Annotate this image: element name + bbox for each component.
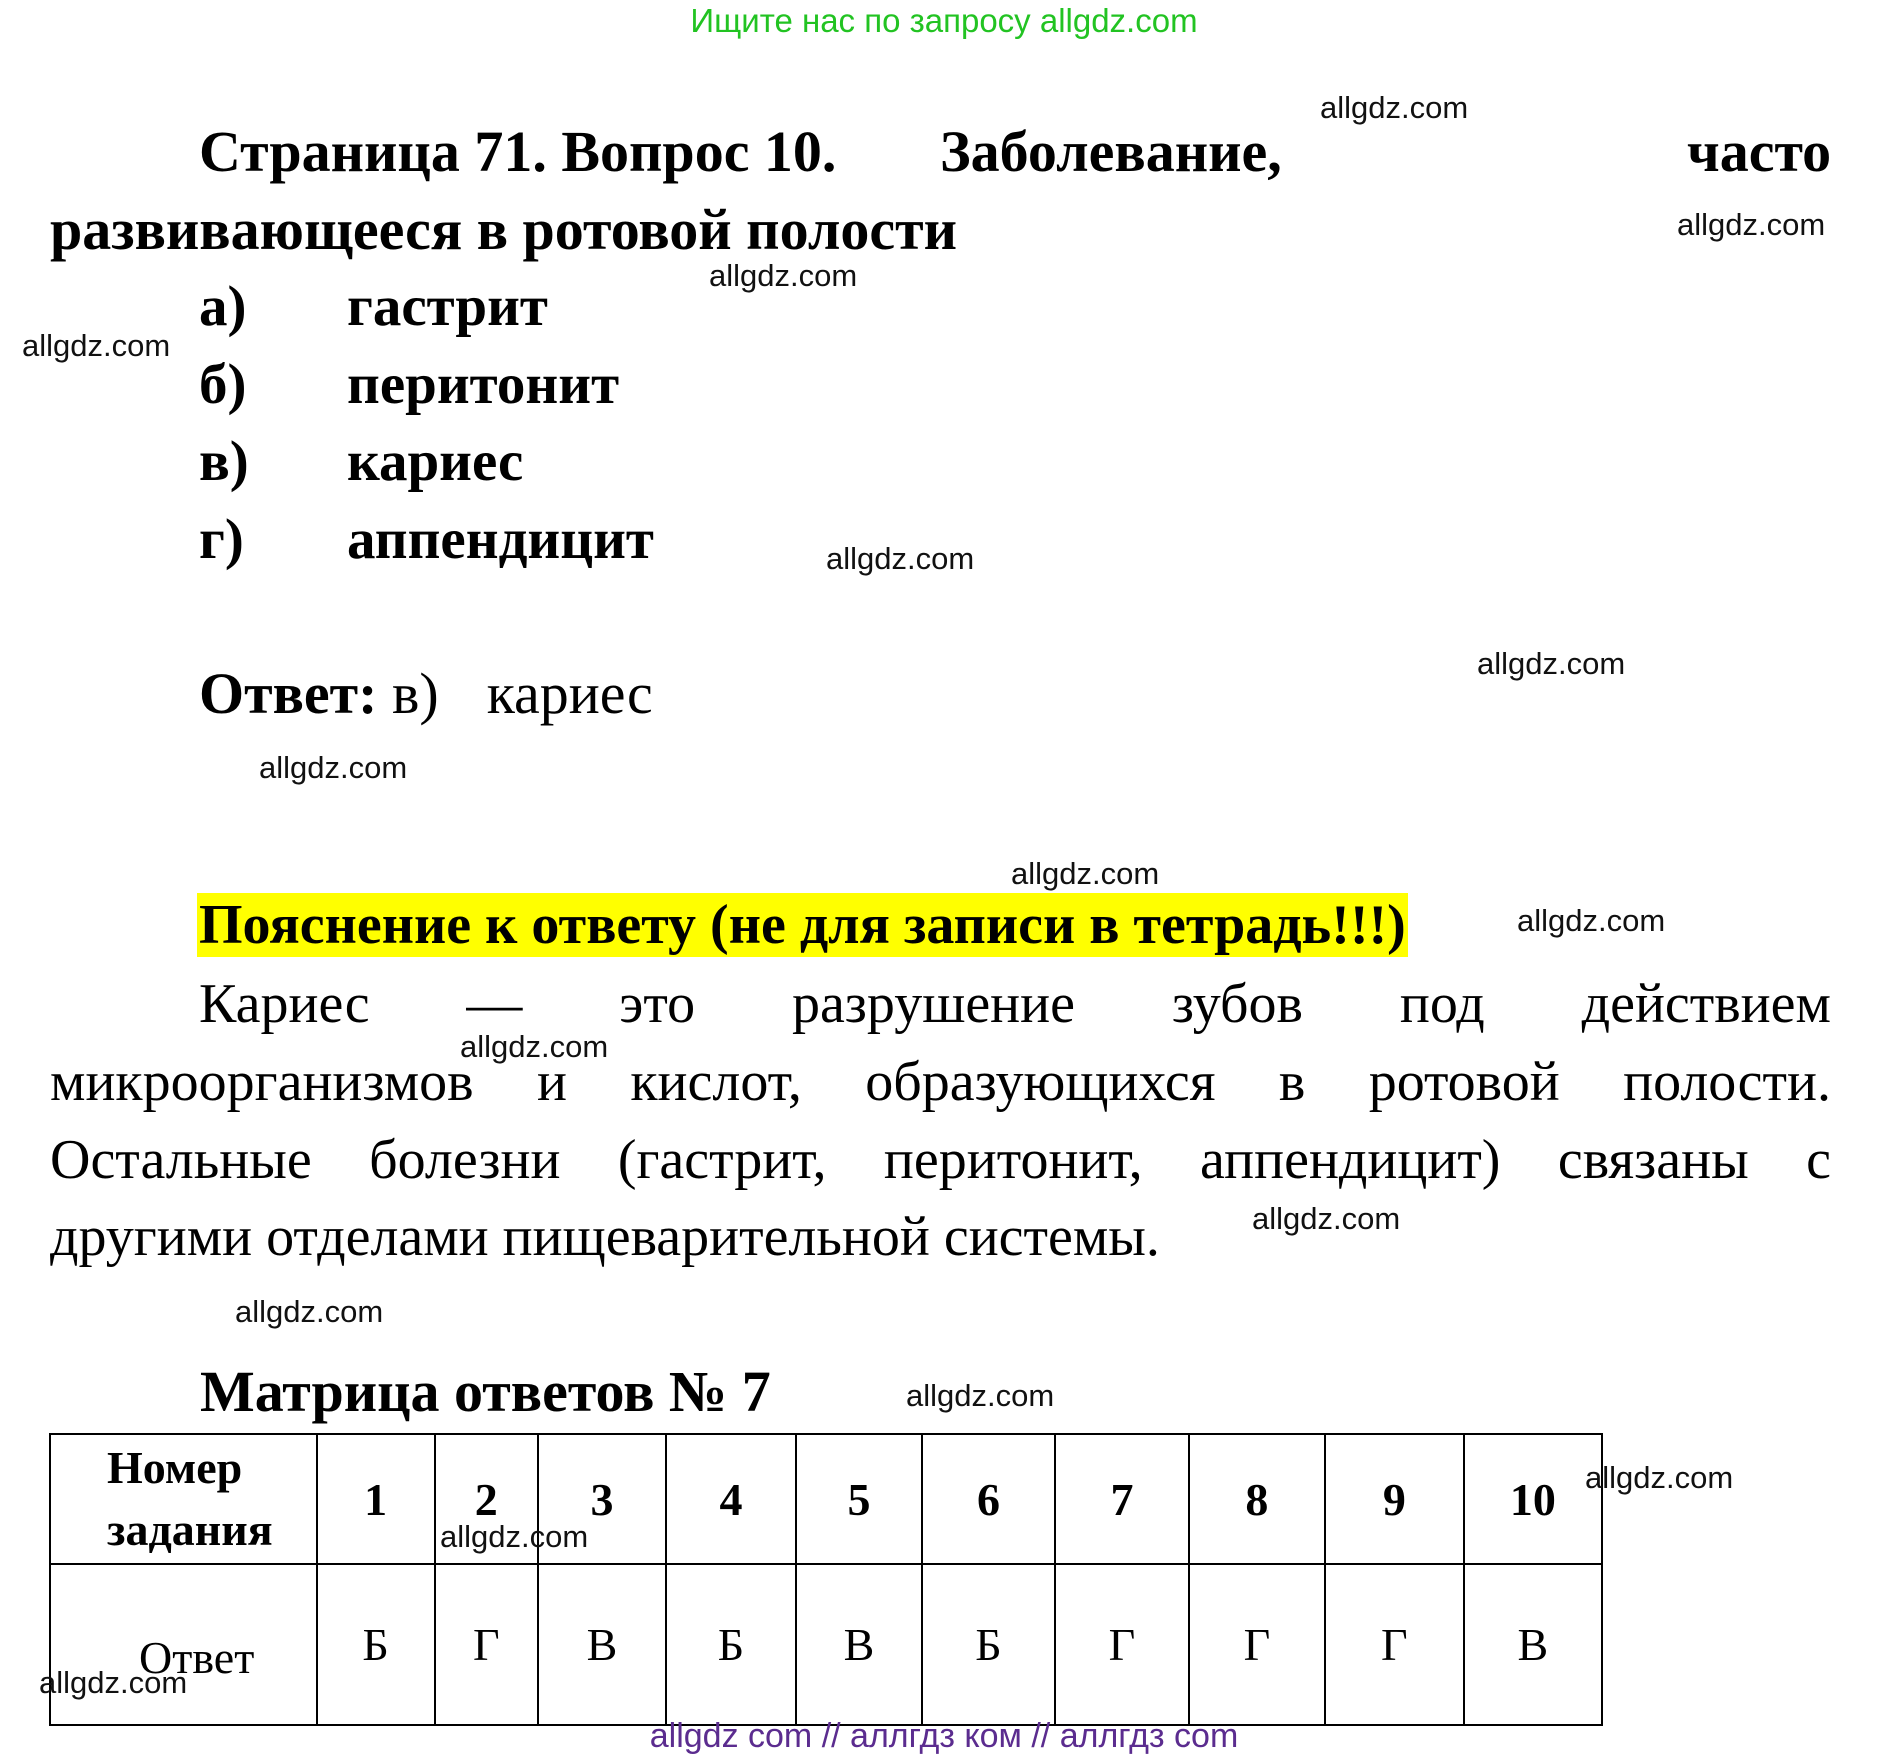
matrix-row-label xyxy=(50,1434,317,1564)
word: в xyxy=(1278,1051,1306,1113)
matrix-answer-cell: В xyxy=(1464,1564,1602,1725)
watermark: allgdz.com xyxy=(39,1665,188,1700)
watermark: allgdz.com xyxy=(259,750,408,785)
word: перитонит, xyxy=(883,1129,1143,1191)
watermark: allgdz.com xyxy=(1477,646,1626,681)
word: действием xyxy=(1581,973,1831,1035)
option-text-v: кариес xyxy=(347,430,524,493)
matrix-number-cell: 9 xyxy=(1325,1434,1464,1564)
label-line: задания xyxy=(107,1504,273,1555)
watermark: allgdz.com xyxy=(22,328,171,363)
label-line: Номер xyxy=(107,1441,243,1493)
watermark: allgdz.com xyxy=(1252,1201,1401,1236)
word: полости. xyxy=(1623,1051,1831,1113)
matrix-answer-label: Ответ xyxy=(50,1564,317,1725)
matrix-answer-cell: В xyxy=(538,1564,666,1725)
option-text-a: гастрит xyxy=(347,275,548,338)
answer-matrix-table xyxy=(49,1433,1603,1726)
option-letter-a: а) xyxy=(199,275,247,338)
answer-label: Ответ: xyxy=(199,661,378,726)
option-text-b: перитонит xyxy=(347,353,620,416)
matrix-number-cell: 4 xyxy=(666,1434,796,1564)
watermark: allgdz.com xyxy=(460,1029,609,1064)
word: образующихся xyxy=(865,1051,1216,1113)
answer-line xyxy=(199,660,653,727)
word: ротовой xyxy=(1368,1051,1560,1113)
matrix-number-cell: 3 xyxy=(538,1434,666,1564)
word: кислот, xyxy=(630,1051,802,1113)
word: Кариес xyxy=(199,973,370,1035)
watermark: allgdz.com xyxy=(235,1294,384,1329)
explanation-line-1 xyxy=(199,972,1831,1036)
word: микроорганизмов xyxy=(50,1051,474,1113)
watermark: allgdz.com xyxy=(1011,856,1160,891)
matrix-answer-cell: Г xyxy=(1055,1564,1189,1725)
explanation-line-2 xyxy=(50,1050,1831,1114)
matrix-answer-cell: Б xyxy=(666,1564,796,1725)
word: — xyxy=(466,973,523,1035)
option-text-g: аппендицит xyxy=(347,508,654,571)
explanation-title: Пояснение к ответу (не для записи в тетрадь!!!) xyxy=(199,894,1406,956)
watermark: allgdz.com xyxy=(709,258,858,293)
word: и xyxy=(536,1051,567,1113)
matrix-answer-cell: Г xyxy=(1189,1564,1325,1725)
option-letter-g: г) xyxy=(199,508,244,571)
matrix-number-cell: 10 xyxy=(1464,1434,1602,1564)
matrix-answer-cell: Г xyxy=(1325,1564,1464,1725)
matrix-row-answers xyxy=(50,1564,1602,1725)
word: аппендицит) xyxy=(1200,1129,1501,1191)
word: (гастрит, xyxy=(617,1129,827,1191)
matrix-answer-cell: Б xyxy=(922,1564,1055,1725)
word: под xyxy=(1399,973,1485,1035)
answer-letter: в) xyxy=(391,661,439,726)
matrix-number-cell: 5 xyxy=(796,1434,922,1564)
matrix-answer-cell: В xyxy=(796,1564,922,1725)
explanation-line-3 xyxy=(50,1128,1831,1192)
question-text-line2: развивающееся в ротовой полости xyxy=(50,197,958,262)
matrix-answer-cell: Г xyxy=(435,1564,538,1725)
word: это xyxy=(619,973,696,1035)
word: связаны xyxy=(1557,1129,1749,1191)
matrix-title: Матрица ответов № 7 xyxy=(200,1359,771,1424)
question-text-word: часто xyxy=(1687,119,1832,184)
watermark: allgdz.com xyxy=(440,1519,589,1554)
matrix-number-cell: 8 xyxy=(1189,1434,1325,1564)
matrix-row-numbers xyxy=(50,1434,1602,1564)
question-number: Страница 71. Вопрос 10. xyxy=(199,119,837,184)
explanation-line-4: другими отделами пищеварительной системы. xyxy=(50,1206,1160,1268)
option-letter-b: б) xyxy=(199,353,247,416)
watermark: allgdz.com xyxy=(1677,207,1826,242)
matrix-answer-cell: Б xyxy=(317,1564,435,1725)
answer-text: кариес xyxy=(486,661,653,726)
watermark: allgdz.com xyxy=(826,541,975,576)
option-letter-v: в) xyxy=(199,430,249,493)
footer-links[interactable]: allgdz com // аллгдз ком // аллгдз com xyxy=(649,1717,1239,1755)
question-text-start: Заболевание, xyxy=(940,119,1282,184)
matrix-number-cell: 2 xyxy=(435,1434,538,1564)
matrix-number-cell: 1 xyxy=(317,1434,435,1564)
watermark: allgdz.com xyxy=(1517,903,1666,938)
watermark: allgdz.com xyxy=(1320,90,1469,125)
word: с xyxy=(1806,1129,1831,1191)
watermark: allgdz.com xyxy=(1585,1460,1734,1495)
matrix-number-cell: 6 xyxy=(922,1434,1055,1564)
watermark: allgdz.com xyxy=(906,1378,1055,1413)
word: Остальные xyxy=(50,1129,312,1191)
word: разрушение xyxy=(791,973,1075,1035)
word: зубов xyxy=(1171,973,1303,1035)
word: болезни xyxy=(369,1129,561,1191)
promo-banner[interactable]: Ищите нас по запросу allgdz.com xyxy=(690,2,1198,39)
matrix-number-cell: 7 xyxy=(1055,1434,1189,1564)
